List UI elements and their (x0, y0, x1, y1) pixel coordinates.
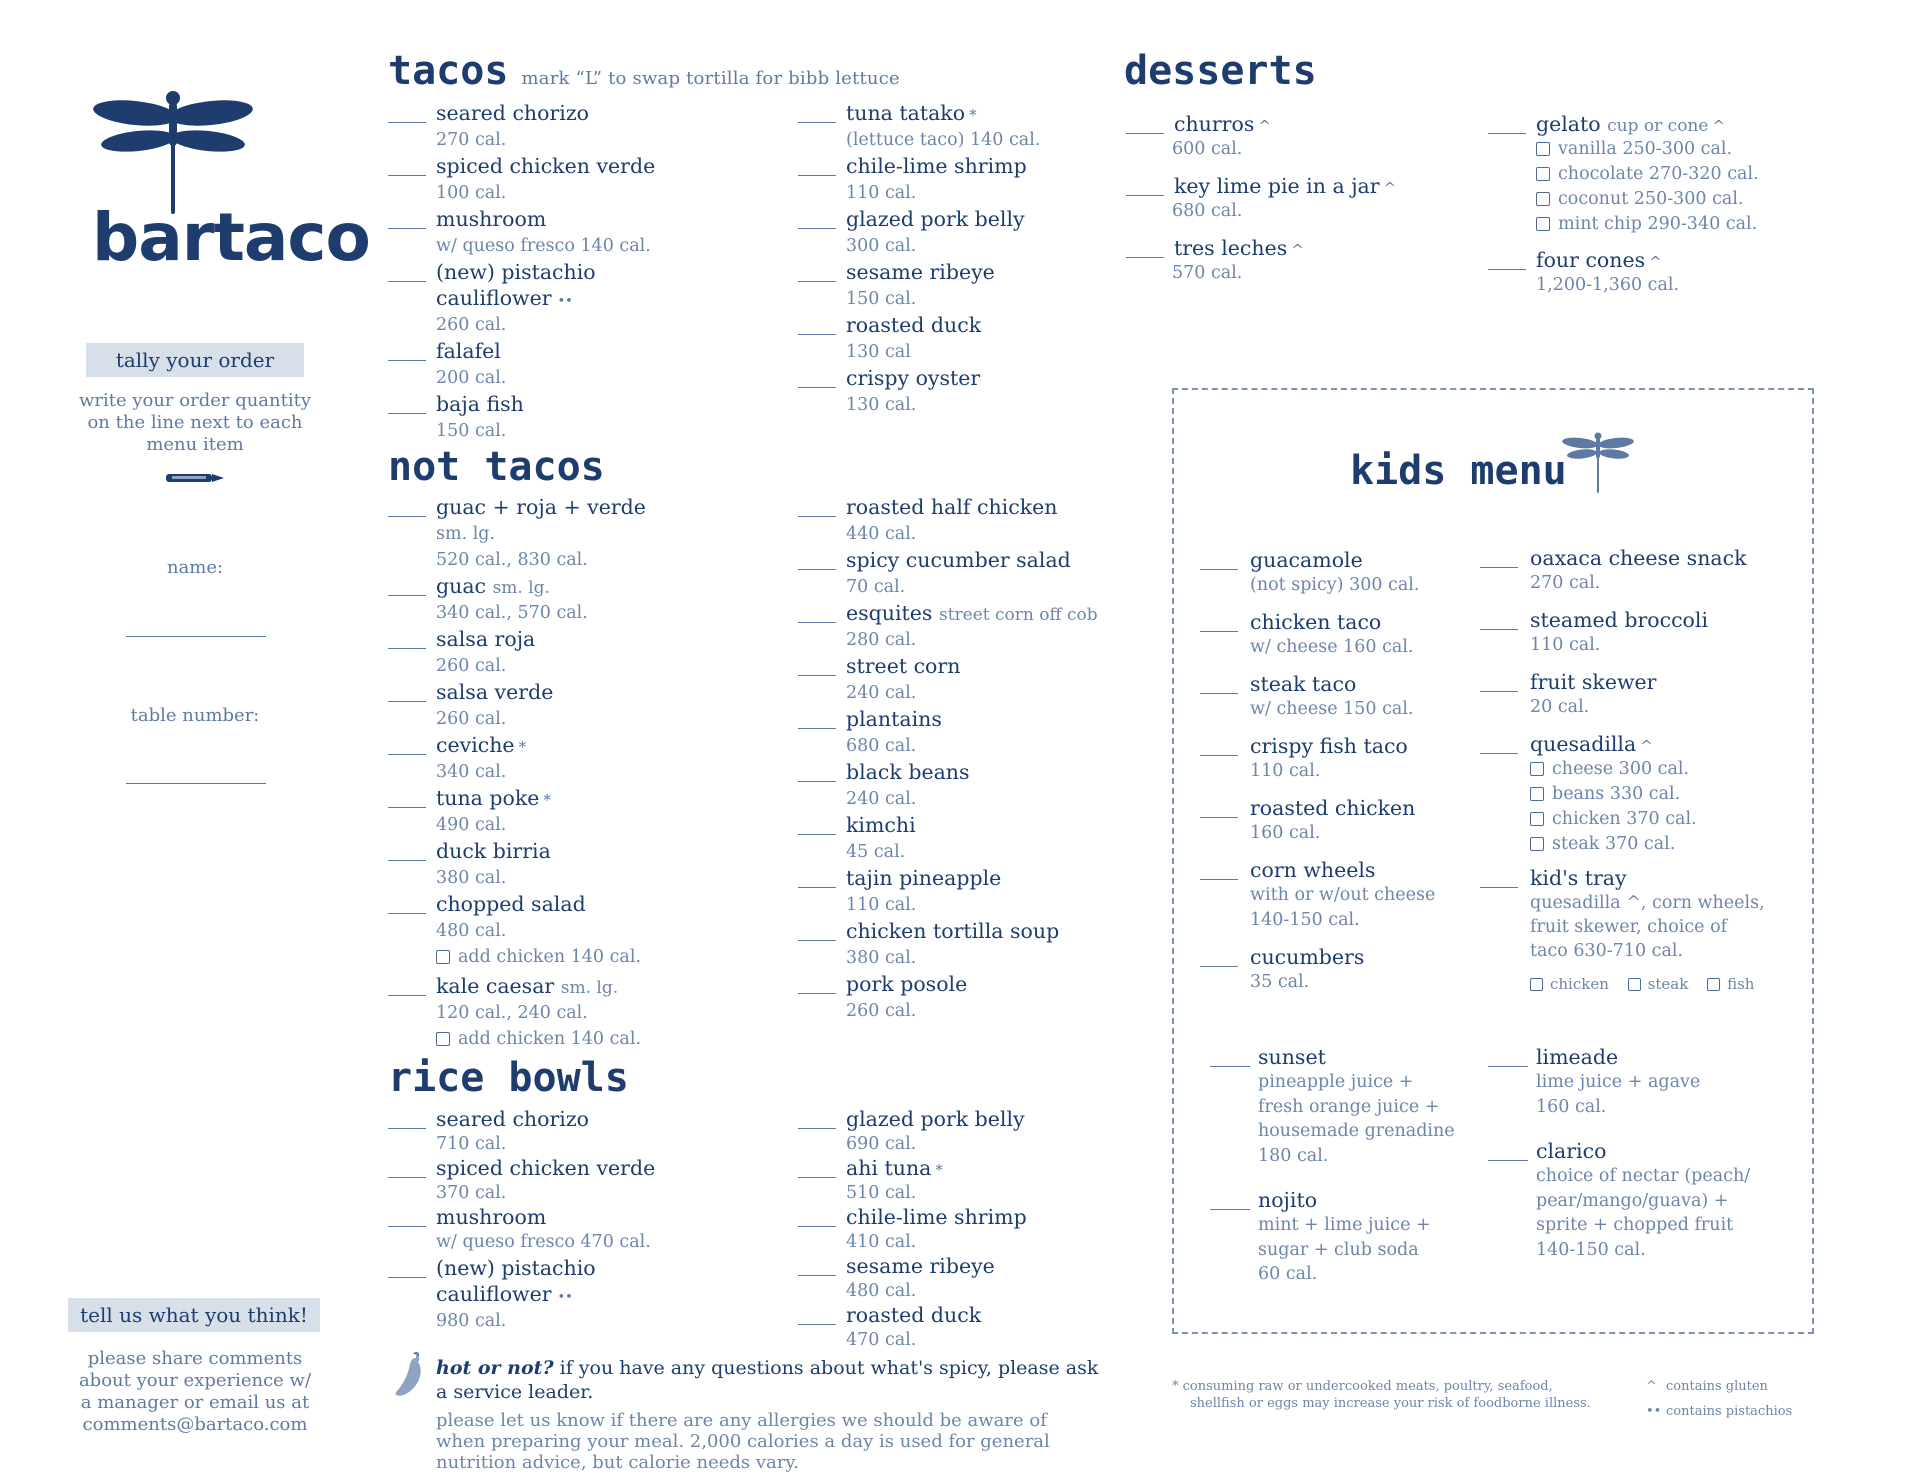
quantity-line[interactable] (798, 728, 836, 729)
quantity-line[interactable] (798, 516, 836, 517)
quantity-line[interactable] (1200, 631, 1238, 632)
quantity-line[interactable] (1480, 629, 1518, 630)
gluten-mark: ^ (1712, 117, 1726, 135)
gluten-mark: ^ (1649, 253, 1662, 271)
quantity-line[interactable] (1480, 691, 1518, 692)
gluten-mark: ^ (1640, 737, 1653, 755)
quantity-line[interactable] (388, 516, 426, 517)
quantity-line[interactable] (798, 622, 836, 623)
quantity-line[interactable] (798, 1275, 836, 1276)
quantity-line[interactable] (798, 228, 836, 229)
checkbox[interactable] (1536, 142, 1550, 156)
quantity-line[interactable] (798, 387, 836, 388)
filling-option[interactable]: steak 370 cal. (1530, 831, 1675, 857)
quantity-line[interactable] (388, 913, 426, 914)
flavor-option[interactable]: chocolate 270-320 cal. (1536, 161, 1759, 187)
quantity-line[interactable] (388, 860, 426, 861)
quantity-line[interactable] (1200, 817, 1238, 818)
dragonfly-logo-icon (88, 86, 258, 216)
quantity-line[interactable] (1480, 567, 1518, 568)
pistachio-legend: •• contains pistachios (1646, 1404, 1793, 1419)
quantity-line[interactable] (388, 1226, 426, 1227)
quantity-line[interactable] (388, 701, 426, 702)
name-label: name: (166, 557, 224, 578)
pencil-icon (164, 472, 226, 484)
quantity-line[interactable] (1200, 693, 1238, 694)
gluten-mark: ^ (1291, 241, 1304, 259)
checkbox[interactable] (1530, 787, 1544, 801)
flavor-option[interactable]: coconut 250-300 cal. (1536, 186, 1744, 212)
quantity-line[interactable] (388, 228, 426, 229)
section-title-rice-bowls: rice bowls (388, 1055, 629, 1101)
taco-choice-steak[interactable]: steak (1628, 975, 1689, 993)
quantity-line[interactable] (798, 675, 836, 676)
taco-choice-fish[interactable]: fish (1707, 975, 1754, 993)
taco-choice-chicken[interactable]: chicken (1530, 975, 1609, 993)
raw-food-disclaimer: * consuming raw or undercooked meats, poultry, seafood, shellfish or eggs may increase your risk of foodborne illness. (1172, 1379, 1591, 1411)
pistachio-mark: •• (557, 294, 573, 309)
checkbox[interactable] (1628, 978, 1641, 991)
quantity-line[interactable] (798, 122, 836, 123)
gluten-legend: ^ contains gluten (1646, 1379, 1768, 1394)
checkbox[interactable] (1536, 167, 1550, 181)
quantity-line[interactable] (1200, 879, 1238, 880)
checkbox[interactable] (436, 1032, 450, 1046)
quantity-line[interactable] (1480, 887, 1518, 888)
quantity-line[interactable] (1126, 257, 1164, 258)
feedback-text: please share comments about your experience w/ a manager or email us at comments@bartaco.com (78, 1348, 312, 1435)
filling-option[interactable]: beans 330 cal. (1530, 781, 1680, 807)
quantity-line[interactable] (798, 781, 836, 782)
quantity-line[interactable] (388, 175, 426, 176)
quantity-line[interactable] (798, 1226, 836, 1227)
pistachio-mark: •• (557, 1290, 573, 1305)
quantity-line[interactable] (1200, 755, 1238, 756)
quantity-line[interactable] (1488, 133, 1526, 134)
quantity-line[interactable] (1126, 195, 1164, 196)
chili-pepper-icon (392, 1352, 426, 1398)
quantity-line[interactable] (798, 1128, 836, 1129)
quantity-line[interactable] (1480, 753, 1518, 754)
section-title-not-tacos: not tacos (388, 444, 605, 490)
feedback-badge: tell us what you think! (68, 1298, 320, 1332)
quantity-line[interactable] (1488, 1066, 1528, 1067)
quantity-line[interactable] (388, 1277, 426, 1278)
tacos-note: mark “L” to swap tortilla for bibb lettuce (521, 68, 900, 89)
quantity-line[interactable] (388, 995, 426, 996)
quantity-line[interactable] (798, 1324, 836, 1325)
section-title-kids-menu: kids menu (1350, 448, 1567, 494)
brand-logo (88, 86, 370, 286)
addon-option[interactable]: add chicken 140 cal. (436, 944, 641, 970)
quantity-line[interactable] (798, 1177, 836, 1178)
quantity-line[interactable] (388, 648, 426, 649)
table-number-label: table number: (130, 705, 260, 726)
tacos-heading (388, 48, 900, 94)
addon-option[interactable]: add chicken 140 cal. (436, 1026, 641, 1052)
quantity-line[interactable] (388, 281, 426, 282)
gluten-mark: ^ (1258, 117, 1271, 135)
quantity-line[interactable] (388, 595, 426, 596)
quantity-line[interactable] (1126, 133, 1164, 134)
flavor-option[interactable]: mint chip 290-340 cal. (1536, 211, 1757, 237)
raw-mark: * (935, 1161, 943, 1179)
quantity-line[interactable] (388, 413, 426, 414)
gluten-mark: ^ (1383, 179, 1397, 197)
quantity-line[interactable] (798, 281, 836, 282)
quantity-line[interactable] (798, 334, 836, 335)
section-title-tacos: tacos (388, 48, 509, 94)
quantity-line[interactable] (388, 1128, 426, 1129)
quantity-line[interactable] (798, 834, 836, 835)
quantity-line[interactable] (1210, 1066, 1250, 1067)
tally-instructions: write your order quantity on the line next to each menu item (78, 390, 312, 455)
quantity-line[interactable] (1488, 269, 1526, 270)
quantity-line[interactable] (798, 940, 836, 941)
quantity-line[interactable] (1488, 1160, 1528, 1161)
checkbox[interactable] (1530, 978, 1543, 991)
brand-wordmark: bartaco (92, 199, 370, 276)
tally-badge: tally your order (86, 343, 304, 377)
taco-choice (1530, 971, 1754, 997)
section-title-desserts: desserts (1124, 48, 1317, 94)
quantity-line[interactable] (388, 807, 426, 808)
filling-option[interactable]: chicken 370 cal. (1530, 806, 1697, 832)
table-number-field[interactable] (126, 783, 266, 784)
quantity-line[interactable] (798, 887, 836, 888)
quantity-line[interactable] (388, 360, 426, 361)
quantity-line[interactable] (1200, 966, 1238, 967)
checkbox[interactable] (1530, 837, 1544, 851)
quantity-line[interactable] (1210, 1209, 1250, 1210)
quantity-line[interactable] (388, 122, 426, 123)
checkbox[interactable] (1536, 217, 1550, 231)
quantity-line[interactable] (798, 569, 836, 570)
checkbox[interactable] (1707, 978, 1720, 991)
quantity-line[interactable] (388, 1177, 426, 1178)
quantity-line[interactable] (798, 993, 836, 994)
allergy-note: please let us know if there are any allergies we should be aware of when preparing your meal. 2,000 calories a day is used for general nutrition advice, but calorie needs vary. (436, 1410, 1050, 1473)
checkbox[interactable] (436, 950, 450, 964)
checkbox[interactable] (1536, 192, 1550, 206)
flavor-option[interactable]: vanilla 250-300 cal. (1536, 136, 1732, 162)
checkbox[interactable] (1530, 762, 1544, 776)
quantity-line[interactable] (1200, 569, 1238, 570)
raw-mark: * (543, 791, 551, 809)
quantity-line[interactable] (388, 754, 426, 755)
raw-mark: * (518, 738, 527, 756)
raw-mark: * (969, 106, 977, 124)
dragonfly-small-icon (1560, 430, 1636, 496)
name-field[interactable] (126, 636, 266, 637)
checkbox[interactable] (1530, 812, 1544, 826)
filling-option[interactable]: cheese 300 cal. (1530, 756, 1689, 782)
spicy-note: hot or not? if you have any questions about what's spicy, please ask a service leader. (436, 1357, 1099, 1403)
quantity-line[interactable] (798, 175, 836, 176)
